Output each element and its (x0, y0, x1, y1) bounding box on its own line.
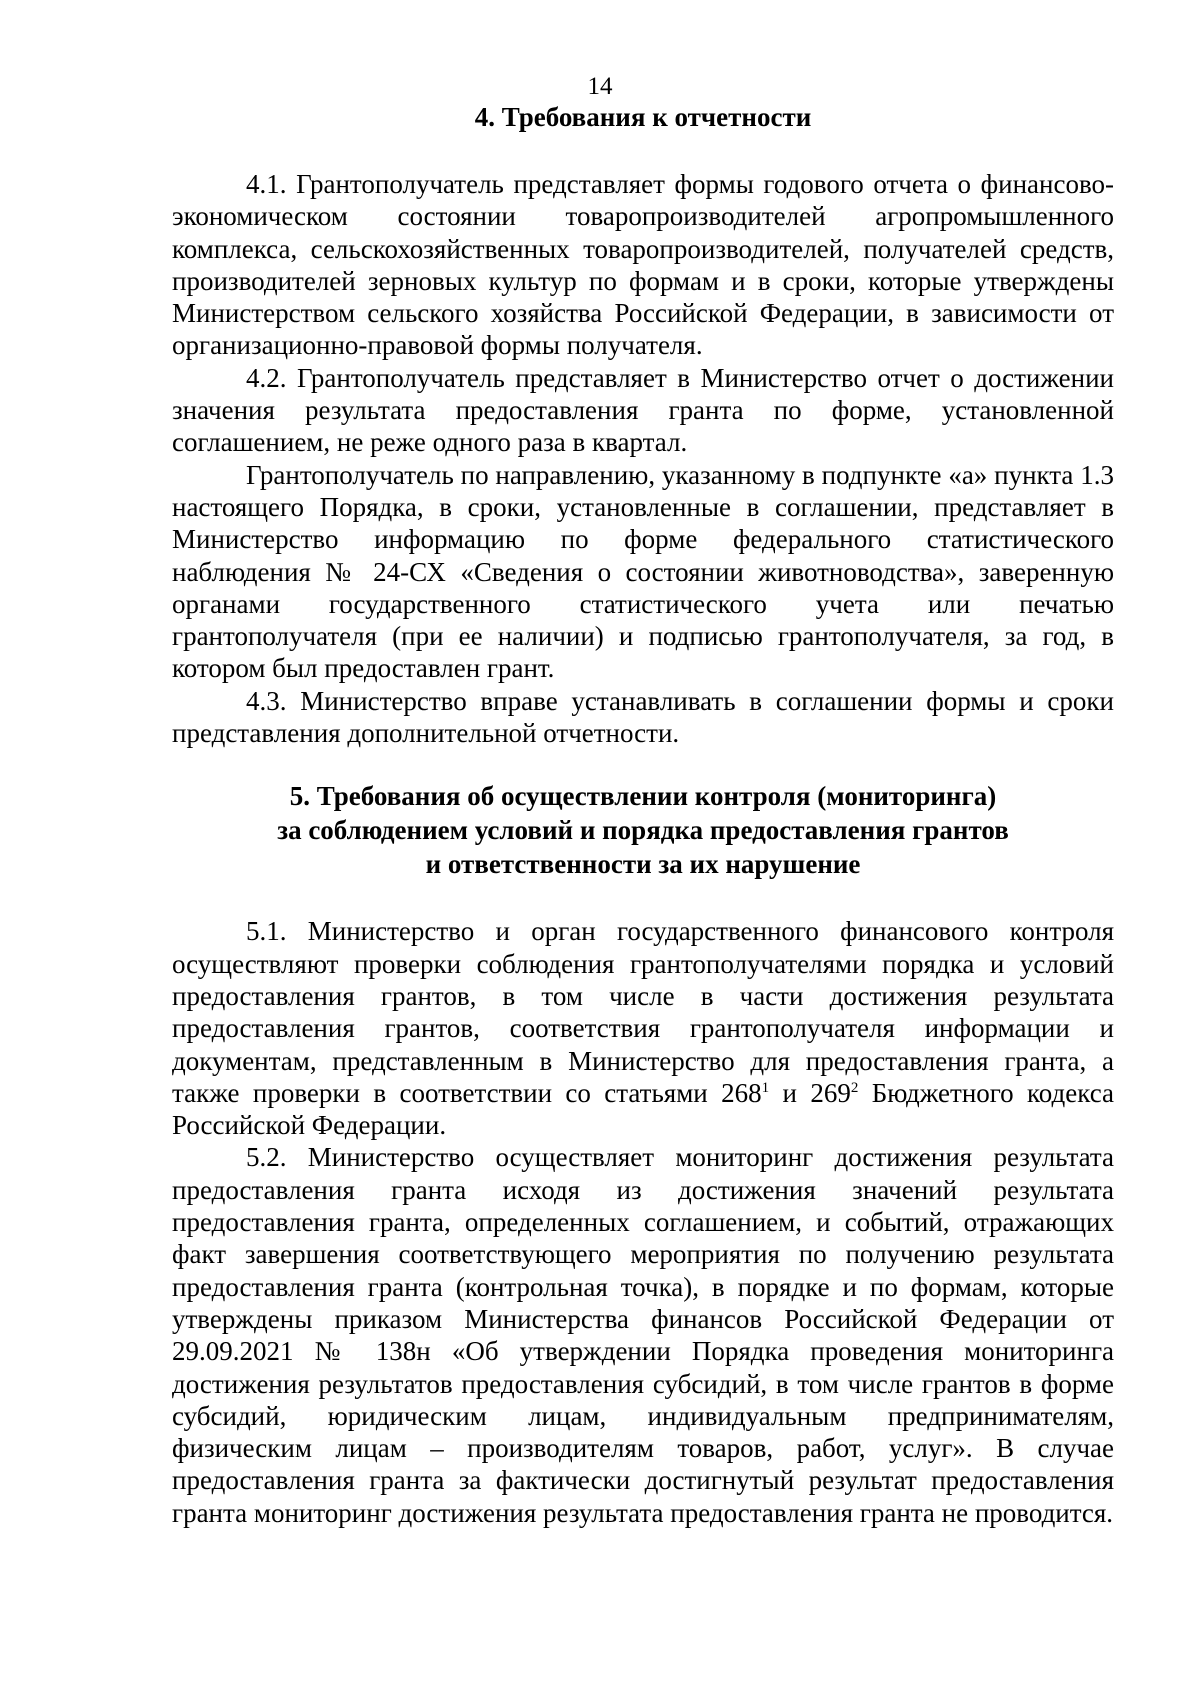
section-5-title-line-1: 5. Требования об осуществлении контроля (мониторинга) (289, 781, 997, 812)
paragraph-4-2: 4.2. Грантополучатель представляет в Министерство отчет о достижении значения результата предоставления гранта по форме, установленной соглашением, не реже одного раза в квартал. (172, 362, 1114, 458)
paragraph-5-1-text-end: Бюджетного кодекса Российской Федерации. (172, 1077, 1114, 1141)
paragraph-4-3: 4.3. Министерство вправе устанавливать в соглашении формы и сроки представления дополнительной отчетности. (172, 685, 1114, 749)
superscript-article-269: 2 (850, 1079, 859, 1096)
paragraph-4-2-continued: Грантополучатель по направлению, указанному в подпункте «а» пункта 1.3 настоящего Порядка, в сроки, установленные в соглашении, представляет в Министерство информацию по форме федерального статистического наблюдения № 24-СХ «Сведения о состоянии животноводства», заверенную органами государственного статистического учета или печатью грантополучателя (при ее наличии) и подписью грантополучателя, за год, в котором был предоставлен грант. (172, 459, 1114, 684)
section-5-title-line-2: за соблюдением условий и порядка предоставления грантов (277, 815, 1009, 846)
superscript-article-268: 1 (761, 1079, 770, 1096)
paragraph-5-1 (172, 915, 1114, 1141)
page-number: 14 (587, 73, 613, 100)
paragraph-4-1: 4.1. Грантополучатель представляет формы годового отчета о финансово-экономическом состоянии товаропроизводителей агропромышленного комплекса, сельскохозяйственных товаропроизводителей, получателей средств, производителей зерновых культур по формам и в сроки, которые утверждены Министерством сельского хозяйства Российской Федерации, в зависимости от организационно-правовой формы получателя. (172, 169, 1114, 361)
paragraph-5-1-text-middle: и 269 (769, 1077, 851, 1108)
section-5-title-line-3: и ответственности за их нарушение (425, 849, 861, 880)
section-5-title (172, 779, 1114, 881)
section-4-title: 4. Требования к отчетности (474, 102, 812, 132)
paragraph-5-1-text-start: 5.1. Министерство и орган государственного финансового контроля осуществляют проверки соблюдения грантополучателями порядка и условий предоставления грантов, в том числе в части достижения результата предоставления грантов, соответствия грантополучателя информации и документам, представленным в Министерство для предоставления гранта, а также проверки в соответствии со статьями 268 (172, 916, 1114, 1108)
document-body (172, 100, 1114, 1529)
paragraph-5-2: 5.2. Министерство осуществляет мониторинг достижения результата предоставления гранта исходя из достижения значений результата предоставления гранта, определенных соглашением, и событий, отражающих факт завершения соответствующего мероприятия по получению результата предоставления гранта (контрольная точка), в порядке и по формам, которые утверждены приказом Министерства финансов Российской Федерации от 29.09.2021 № 138н «Об утверждении Порядка проведения мониторинга достижения результатов предоставления субсидий, в том числе грантов в форме субсидий, юридическим лицам, индивидуальным предпринимателям, физическим лицам – производителям товаров, работ, услуг». В случае предоставления гранта за фактически достигнутый результат предоставления гранта мониторинг достижения результата предоставления гранта не проводится. (172, 1142, 1114, 1528)
